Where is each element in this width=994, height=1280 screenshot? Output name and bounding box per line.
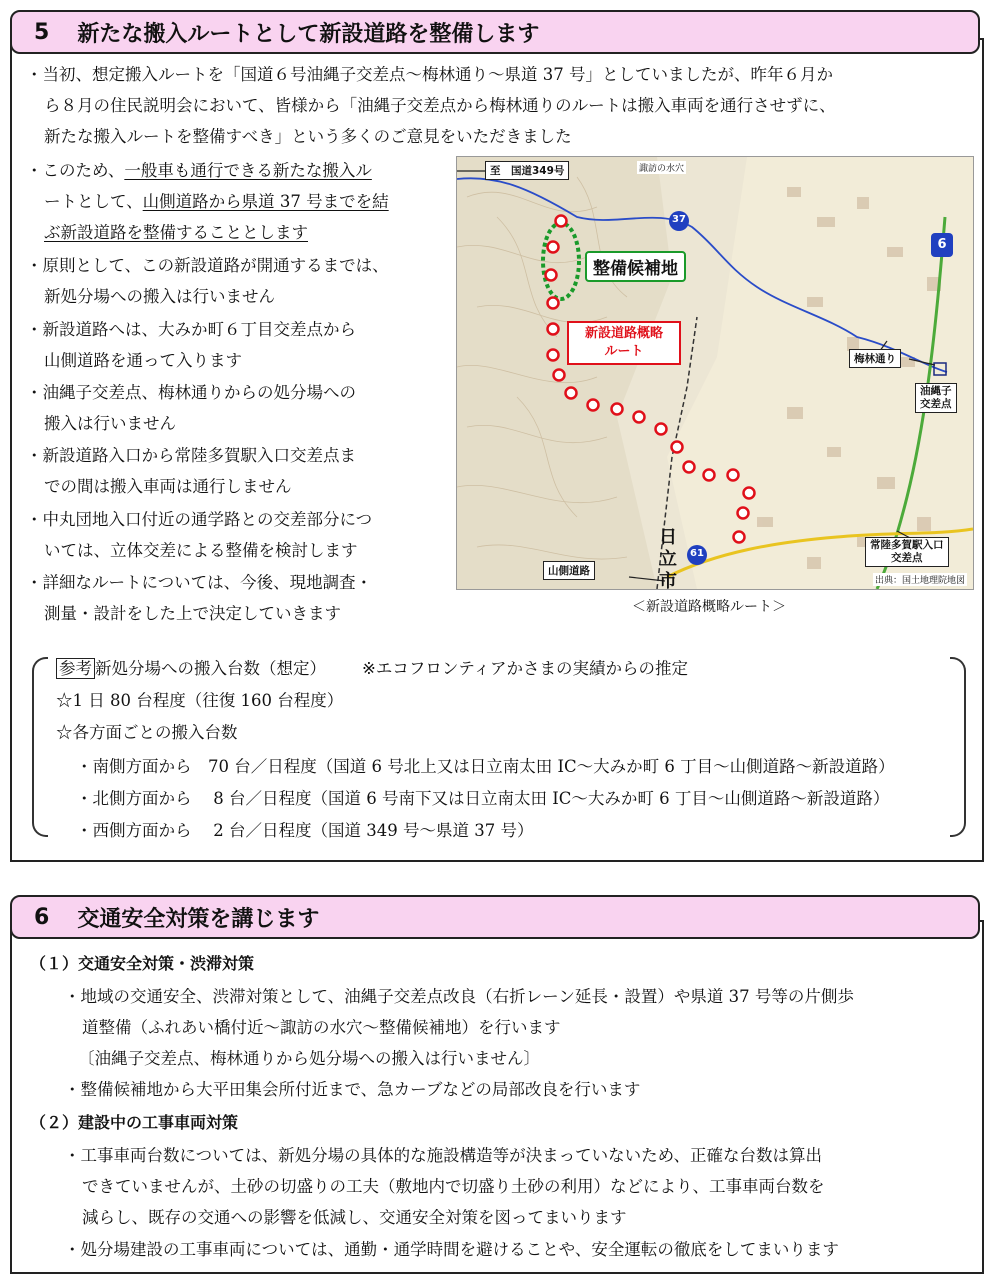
section6-number: 6 <box>34 904 50 930</box>
reference-heading: 参考 新処分場への搬入台数（想定） ※エコフロンティアかさまの実績からの推定 <box>56 653 688 684</box>
map-label-station: 常陸多賀駅入口 交差点 <box>865 537 949 567</box>
bullet-2-b: 山側道路を通って入ります <box>44 351 242 370</box>
route-dot <box>554 370 565 381</box>
section5-intro-2: ら８月の住民説明会において、皆様から「油縄子交差点から梅林通りのルートは搬入車両を通行させずに、 <box>44 96 836 115</box>
section5-intro-3: 新たな搬入ルートを整備すべき」という多くのご意見をいただきました <box>44 127 572 146</box>
route-dot <box>566 388 577 399</box>
reference-tag: 参考 <box>56 658 95 679</box>
route-dot <box>546 270 557 281</box>
route-dot <box>656 424 667 435</box>
map-caption: ＜新設道路概略ルート＞ <box>632 599 786 615</box>
section6-sub2-line1: ・工事車両台数については、新処分場の具体的な施設構造等が決まっていないため、正確な台数は算出 <box>64 1146 823 1165</box>
shield-6-text: 6 <box>937 237 947 252</box>
section6-sub1-line2: 道整備（ふれあい橋付近～諏訪の水穴～整備候補地）を行います <box>82 1018 561 1037</box>
section6-sub1-line4: ・整備候補地から大平田集会所付近まで、急カーブなどの局部改良を行います <box>64 1080 641 1099</box>
bullet-4-b: での間は搬入車両は通行しません <box>44 477 292 496</box>
reference-bracket-left <box>32 657 48 837</box>
bullet-5-b: いては、立体交差による整備を検討します <box>44 541 358 560</box>
section6-header <box>10 895 980 939</box>
section6-sub2-line3: 減らし、既存の交通への影響を低減し、交通安全対策を図ってまいります <box>82 1208 627 1227</box>
reference-bracket-right <box>950 657 966 837</box>
route-dot <box>548 298 559 309</box>
route-dot <box>704 470 715 481</box>
section6-sub2-line4: ・処分場建設の工事車両については、通勤・通学時間を避けることや、安全運転の徹底をしてまいります <box>64 1240 839 1259</box>
reference-item-north: ・北側方面から 8 台／日程度（国道 6 号南下又は日立南太田 IC～大みか町 6 丁目～山側道路～新設道路） <box>76 789 890 808</box>
bullet-3-a: ・油縄子交差点、梅林通りからの処分場への <box>26 383 356 402</box>
route-dot <box>728 470 739 481</box>
bullet-3-b: 搬入は行いません <box>44 414 176 433</box>
section6-sub1-line1: ・地域の交通安全、渋滞対策として、油縄子交差点改良（右折レーン延長・設置）や県道 37 号等の片側歩 <box>64 987 854 1006</box>
reference-item-south: ・南側方面から 70 台／日程度（国道 6 号北上又は日立南太田 IC～大みか町 6 丁目～山側道路～新設道路） <box>76 757 895 776</box>
map-label-candidate: 整備候補地 <box>585 251 686 282</box>
bullet-1-b: 新処分場への搬入は行いません <box>44 287 275 306</box>
map-label-abura: 油縄子 交差点 <box>915 383 957 413</box>
reference-item-west: ・西側方面から 2 台／日程度（国道 349 号～県道 37 号） <box>76 821 534 840</box>
bullet-6-a: ・詳細なルートについては、今後、現地調査・ <box>26 573 373 592</box>
section5-title: 新たな搬入ルートとして新設道路を整備します <box>77 21 540 47</box>
route-dot <box>548 350 559 361</box>
map-label-new-route: 新設道路概略 ルート <box>567 321 681 365</box>
route-dot <box>548 242 559 253</box>
shield-61-text: 61 <box>690 548 704 559</box>
map-graphic <box>457 157 973 589</box>
reference-line2: ☆各方面ごとの搬入台数 <box>56 723 238 742</box>
bullet-new-route-line1: ・このため、一般車も通行できる新たな搬入ル <box>26 161 372 180</box>
route-dot <box>744 488 755 499</box>
route-dot <box>612 404 623 415</box>
route-map <box>456 156 974 590</box>
map-label-hitachi: 日 立 市 <box>659 527 677 590</box>
section6-sub1-title: （１）交通安全対策・渋滞対策 <box>30 954 255 973</box>
map-label-suwa: 諏訪の水穴 <box>637 161 686 174</box>
route-dot <box>684 462 695 473</box>
section6-sub2-title: （２）建設中の工事車両対策 <box>30 1113 239 1132</box>
route-dot <box>634 412 645 423</box>
route-dot <box>672 442 683 453</box>
bullet-5-a: ・中丸団地入口付近の通学路との交差部分につ <box>26 510 373 529</box>
map-label-route349: 至 国道349号 <box>485 161 569 180</box>
map-label-baibayashi: 梅林通り <box>849 349 901 368</box>
route-dot <box>556 216 567 227</box>
shield-37-text: 37 <box>672 214 686 225</box>
route-dot <box>588 400 599 411</box>
section5-number: 5 <box>34 19 50 45</box>
bullet-2-a: ・新設道路へは、大みか町６丁目交差点から <box>26 320 356 339</box>
bullet-new-route-line2: ートとして、山側道路から県道 37 号までを結 <box>44 192 389 211</box>
map-label-yamagawa: 山側道路 <box>543 561 595 580</box>
section5-header <box>10 10 980 54</box>
bullet-1-a: ・原則として、この新設道路が開通するまでは、 <box>26 256 389 275</box>
section6-title: 交通安全対策を講じます <box>77 906 320 932</box>
route-dot <box>734 532 745 543</box>
bullet-6-b: 測量・設計をした上で決定していきます <box>44 604 341 623</box>
section6-sub1-line3: 〔油縄子交差点、梅林通りから処分場への搬入は行いません〕 <box>78 1049 540 1068</box>
bullet-new-route-line3: ぶ新設道路を整備することとします <box>44 223 308 242</box>
bullet-4-a: ・新設道路入口から常陸多賀駅入口交差点ま <box>26 446 356 465</box>
reference-line1: ☆1 日 80 台程度（往復 160 台程度） <box>56 691 344 710</box>
map-source: 出典：国土地理院地図 <box>873 573 967 586</box>
route-dot <box>738 508 749 519</box>
section6-sub2-line2: できていませんが、土砂の切盛りの工夫（敷地内で切盛り土砂の利用）などにより、工事車両台数を <box>82 1177 825 1196</box>
section5-intro-1: ・当初、想定搬入ルートを「国道６号油縄子交差点～梅林通り～県道 37 号」としていましたが、昨年６月か <box>26 65 833 84</box>
route-dot <box>548 324 559 335</box>
